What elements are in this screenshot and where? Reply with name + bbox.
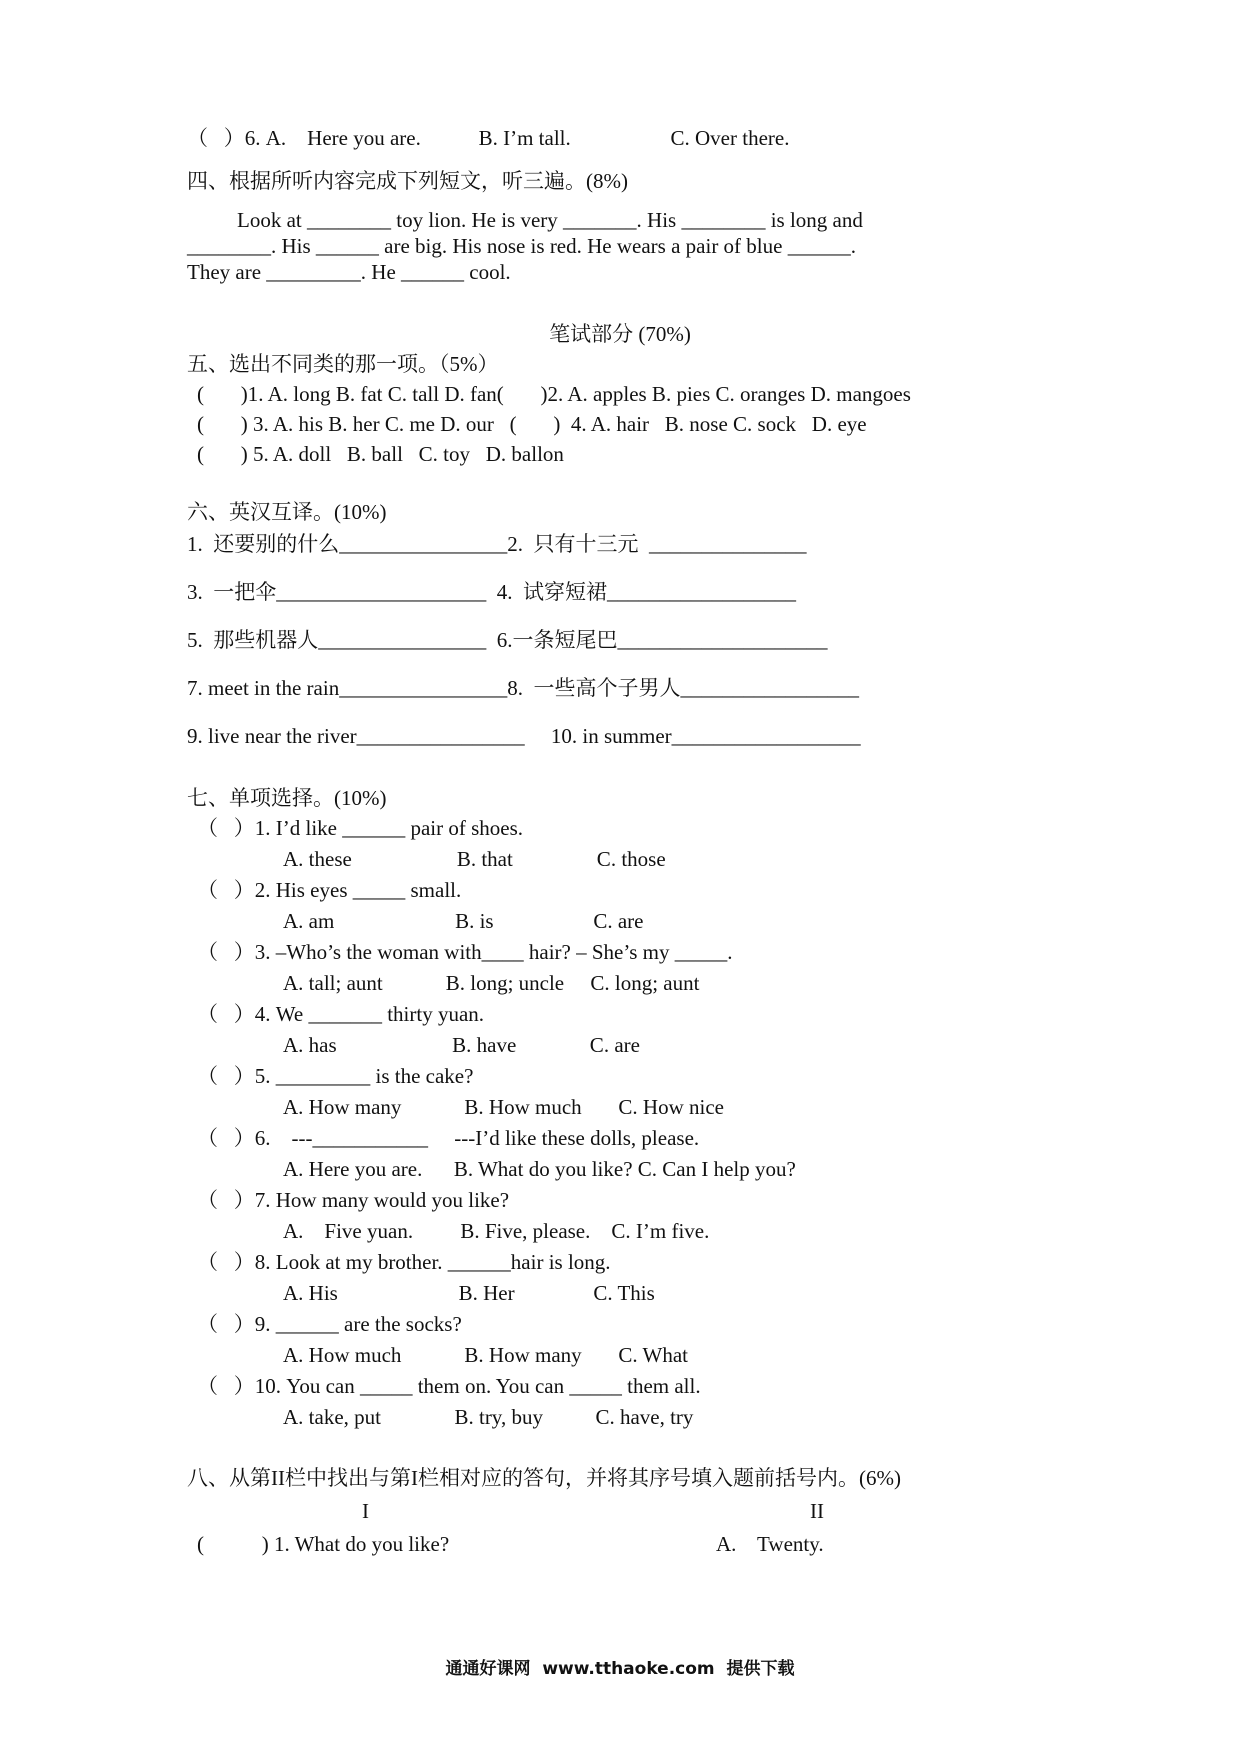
page-footer: 通通好课网 www.tthaoke.com 提供下载 [445,1659,795,1679]
match-answer-a: A. Twenty. [716,1532,824,1556]
choice-q2: （ ）2. His eyes _____ small. [197,878,462,902]
choice-q4-options: A. has B. have C. are [283,1033,640,1057]
translate-row-5: 9. live near the river________________ 10. in summer__________________ [187,724,861,748]
translate-row-4: 7. meet in the rain________________8. 一些高个子男人_________________ [187,676,859,700]
choice-q5-options: A. How many B. How much C. How nice [283,1095,724,1119]
section-6-heading: 六、英汉互译。(10%) [187,500,387,524]
translate-row-1: 1. 还要别的什么________________2. 只有十三元 _______________ [187,532,807,556]
choice-q3-options: A. tall; aunt B. long; uncle C. long; aunt [283,971,700,995]
choice-q1: （ ）1. I’d like ______ pair of shoes. [197,816,524,840]
section-5-row-2: ( ) 3. A. his B. her C. me D. our ( ) 4. A. hair B. nose C. sock D. eye [197,412,867,436]
translate-row-2: 3. 一把伞____________________ 4. 试穿短裙__________________ [187,580,796,604]
written-part-heading: 笔试部分 (70%) [549,322,691,346]
section-7-heading: 七、单项选择。(10%) [187,786,387,810]
choice-q1-options: A. these B. that C. those [283,847,666,871]
section-4-heading: 四、根据所听内容完成下列短文，听三遍。(8%) [187,169,628,193]
section-5-row-1: ( )1. A. long B. fat C. tall D. fan( )2. A. apples B. pies C. oranges D. mangoes [197,382,911,406]
section-5-row-3: ( ) 5. A. doll B. ball C. toy D. ballon [197,442,564,466]
choice-q5: （ ）5. _________ is the cake? [197,1064,474,1088]
column-1-label: I [362,1499,369,1523]
choice-q4: （ ）4. We _______ thirty yuan. [197,1002,485,1026]
choice-q7: （ ）7. How many would you like? [197,1188,510,1212]
choice-q6: （ ）6. ---___________ ---I’d like these dolls, please. [197,1126,700,1150]
match-q1: ( ) 1. What do you like? [197,1532,450,1556]
choice-q8: （ ）8. Look at my brother. ______hair is long. [197,1250,611,1274]
passage-line-1: Look at ________ toy lion. He is very _______. His ________ is long and [237,208,863,232]
choice-q8-options: A. His B. Her C. This [283,1281,655,1305]
passage-line-3: They are _________. He ______ cool. [187,260,511,284]
choice-q10-options: A. take, put B. try, buy C. have, try [283,1405,694,1429]
section-5-heading: 五、选出不同类的那一项。（5%） [187,352,499,376]
section-8-heading: 八、从第II栏中找出与第I栏相对应的答句，并将其序号填入题前括号内。(6%) [187,1466,901,1490]
listening-q6: （ ）6. A. Here you are. B. I’m tall. C. Over there. [187,126,790,150]
choice-q7-options: A. Five yuan. B. Five, please. C. I’m five. [283,1219,710,1243]
translate-row-3: 5. 那些机器人________________ 6.一条短尾巴____________________ [187,628,828,652]
choice-q9: （ ）9. ______ are the socks? [197,1312,462,1336]
passage-line-2: ________. His ______ are big. His nose is red. He wears a pair of blue ______. [187,234,856,258]
choice-q6-options: A. Here you are. B. What do you like? C. Can I help you? [283,1157,796,1181]
choice-q10: （ ）10. You can _____ them on. You can _____ them all. [197,1374,701,1398]
column-2-label: II [810,1499,824,1523]
choice-q9-options: A. How much B. How many C. What [283,1343,688,1367]
choice-q2-options: A. am B. is C. are [283,909,644,933]
choice-q3: （ ）3. –Who’s the woman with____ hair? – She’s my _____. [197,940,733,964]
